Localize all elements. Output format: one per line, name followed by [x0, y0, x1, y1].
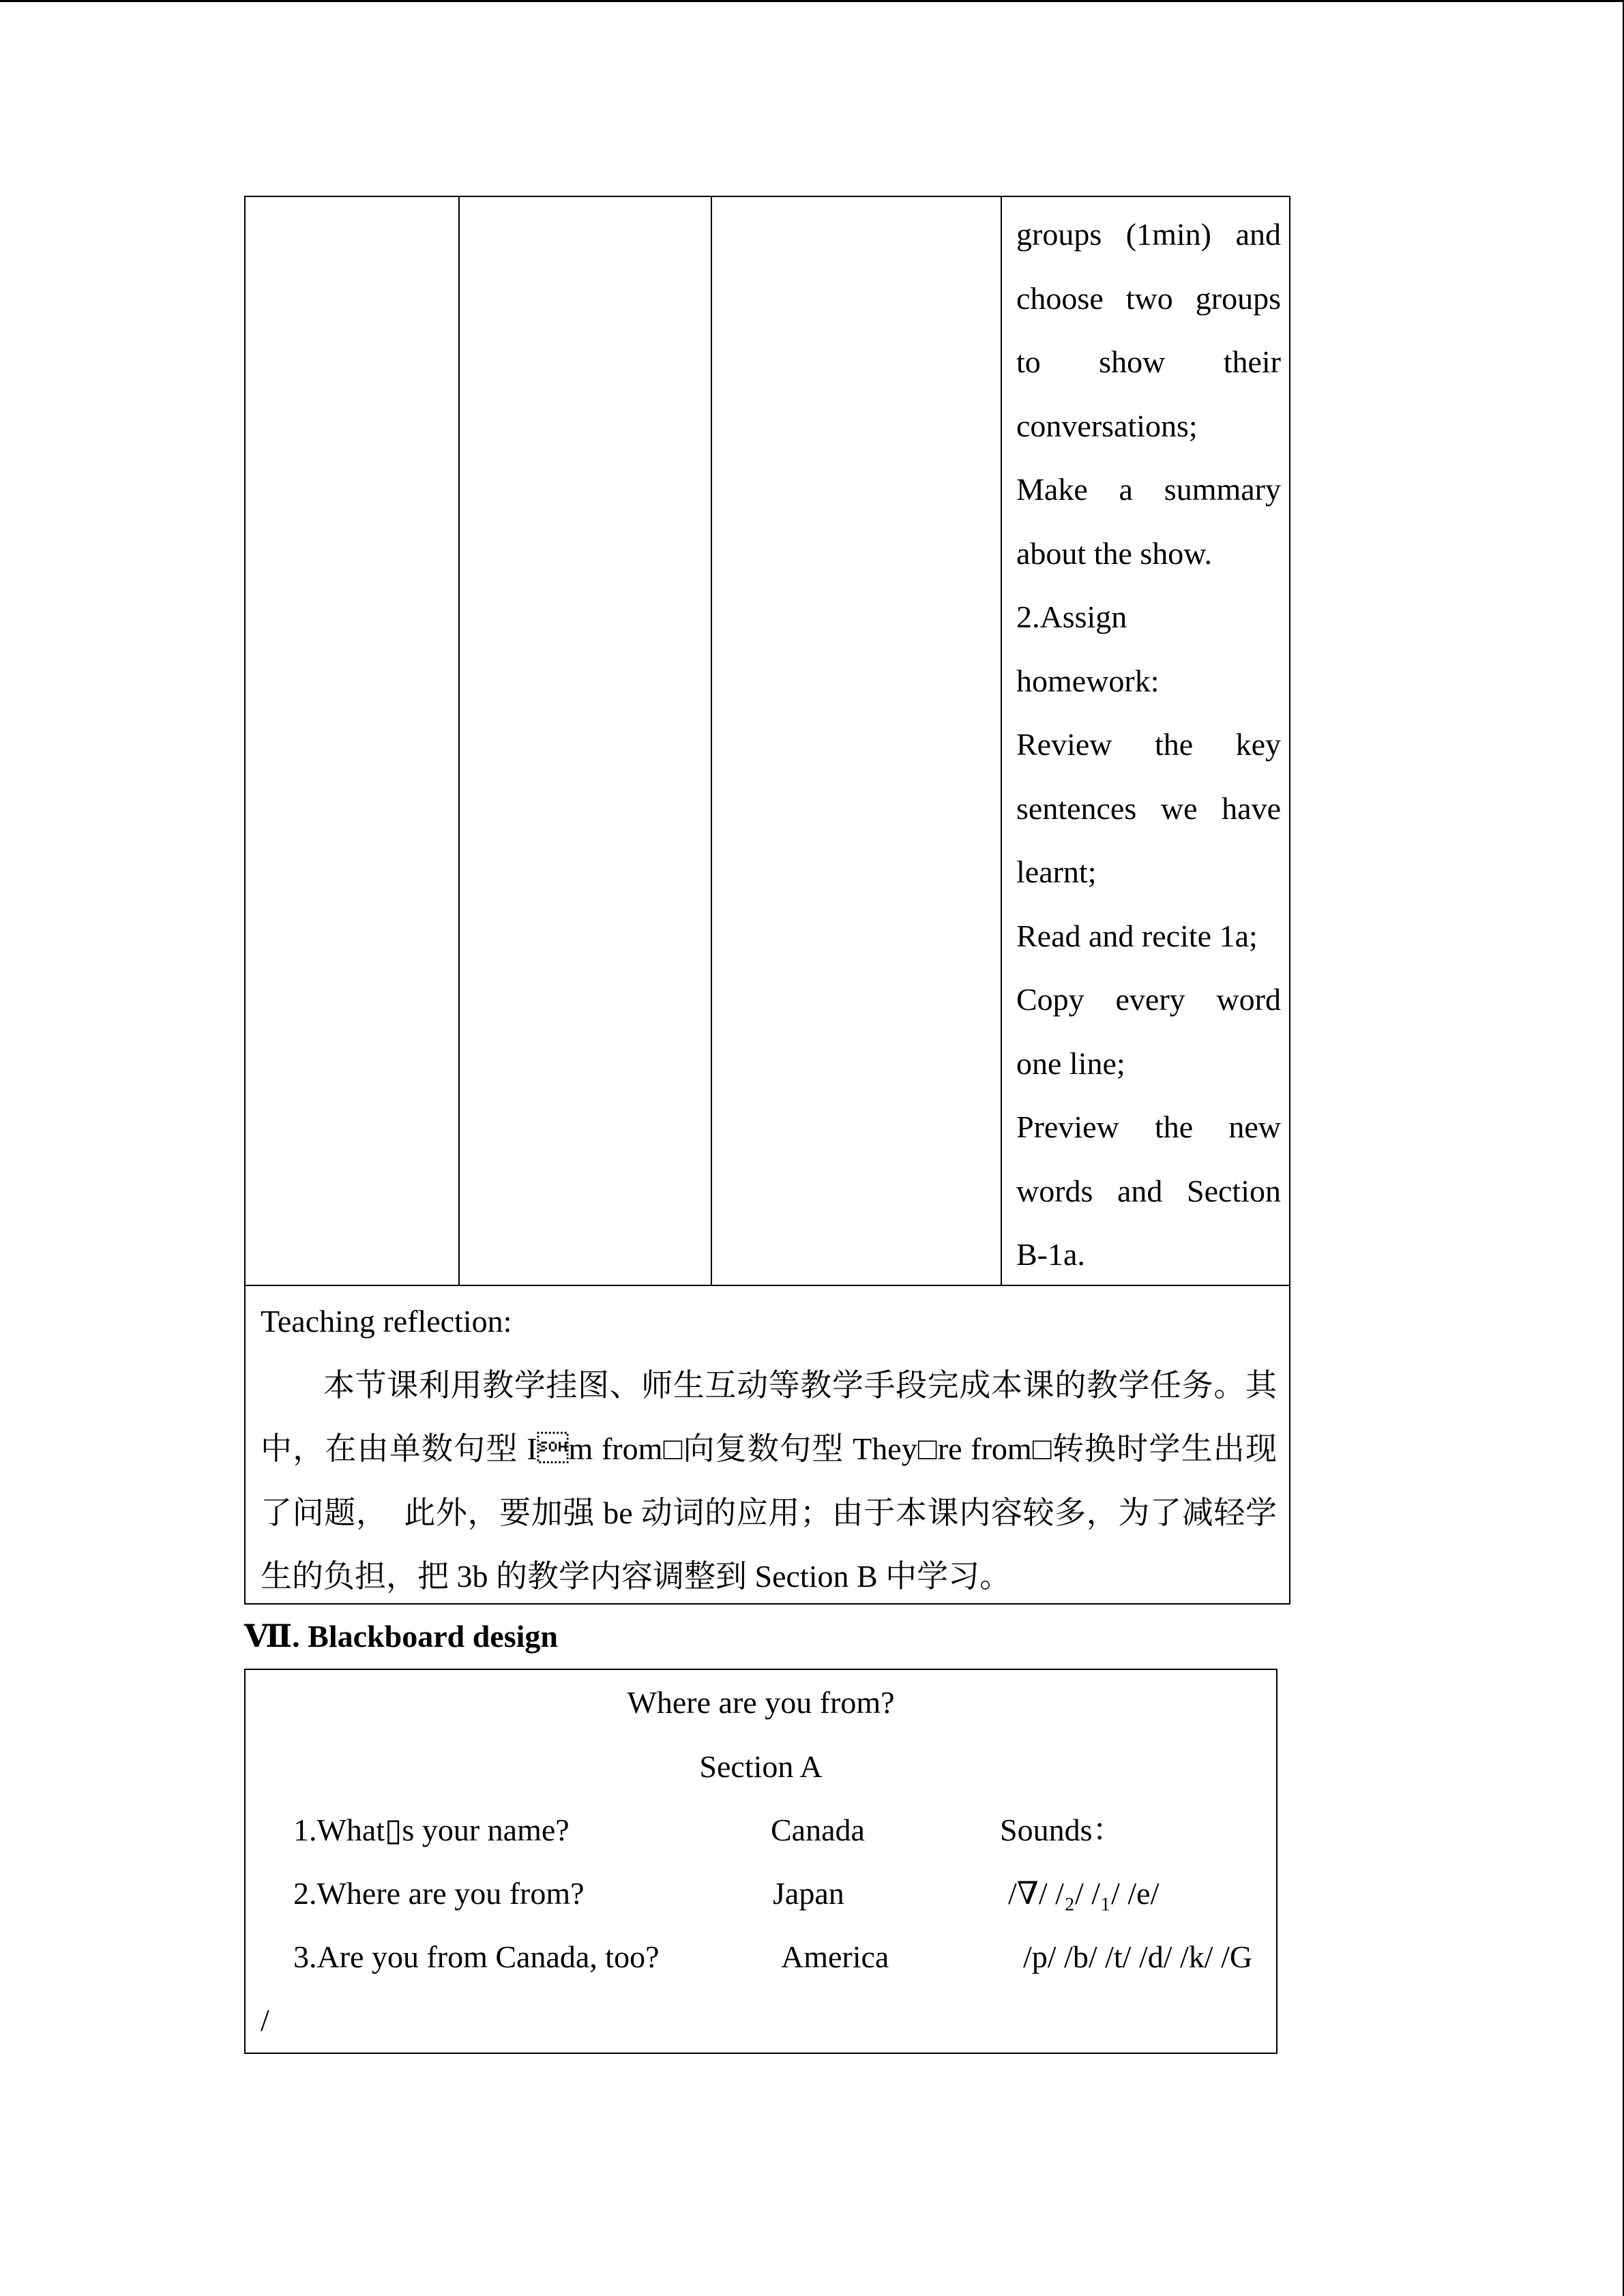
- board-title: Where are you from?: [627, 1685, 895, 1720]
- activity-line: homework:: [1016, 663, 1160, 698]
- reflection-label: Teaching reflection:: [261, 1304, 512, 1339]
- country-2: Japan: [773, 1876, 844, 1911]
- activity-line: 2.Assign: [1016, 599, 1127, 634]
- activity-line: sentences we have: [1016, 790, 1281, 826]
- activity-line: Read and recite 1a;: [1016, 918, 1258, 953]
- activity-line: one line;: [1016, 1045, 1125, 1081]
- question-1: 1.What▯s your name?: [293, 1813, 570, 1847]
- activity-line: Review the key: [1016, 727, 1281, 762]
- activity-line: B-1a.: [1016, 1237, 1085, 1272]
- column-divider-3: [1001, 197, 1002, 1285]
- country-1: Canada: [771, 1813, 865, 1847]
- sounds-label: Sounds：: [1000, 1813, 1124, 1847]
- activity-line: Preview the new: [1016, 1109, 1281, 1144]
- sounds-row-1: /∇/ /₂/ /₁/ /e/: [1008, 1876, 1160, 1911]
- board-section: Section A: [699, 1749, 823, 1784]
- question-3: 3.Are you from Canada, too?: [293, 1939, 660, 1974]
- activity-line: words and Section: [1016, 1173, 1281, 1208]
- activity-line: choose two groups: [1016, 280, 1281, 316]
- blackboard-design-box: [244, 1669, 1278, 2054]
- sounds-tail: /: [261, 2003, 269, 2038]
- page-top-border: [0, 0, 1624, 2]
- activity-line: conversations;: [1016, 408, 1198, 443]
- column-divider-1: [458, 197, 460, 1285]
- activity-line: to show their: [1016, 344, 1281, 379]
- column-divider-2: [711, 197, 712, 1285]
- lesson-plan-table: [244, 196, 1290, 1605]
- activity-line: about the show.: [1016, 535, 1213, 571]
- reflection-text: 本节课利用教学挂图、师生互动等教学手段完成本课的教学任务。其中，在由单数句型 Im from□向复数句型 They□re from□转换时学生出现了问题， 此外，要加强 be 动词的应用；由于本课内容较多，为了减轻学生的负担，把 3b 的教学内容调整到 Section B 中学习。: [261, 1367, 1277, 1594]
- blackboard-heading: Ⅶ. Blackboard design: [244, 1619, 558, 1654]
- teaching-reflection: [261, 1289, 1277, 1609]
- question-2: 2.Where are you from?: [293, 1876, 585, 1911]
- activity-line: Make a summary: [1016, 472, 1281, 507]
- sounds-row-2: /p/ /b/ /t/ /d/ /k/ /G: [1023, 1939, 1253, 1974]
- teacher-activity-cell: [1016, 203, 1281, 1287]
- activity-line: Copy every word: [1016, 982, 1281, 1017]
- activity-line: learnt;: [1016, 854, 1097, 889]
- activity-line: groups (1min) and: [1016, 217, 1281, 252]
- country-3: America: [781, 1939, 889, 1974]
